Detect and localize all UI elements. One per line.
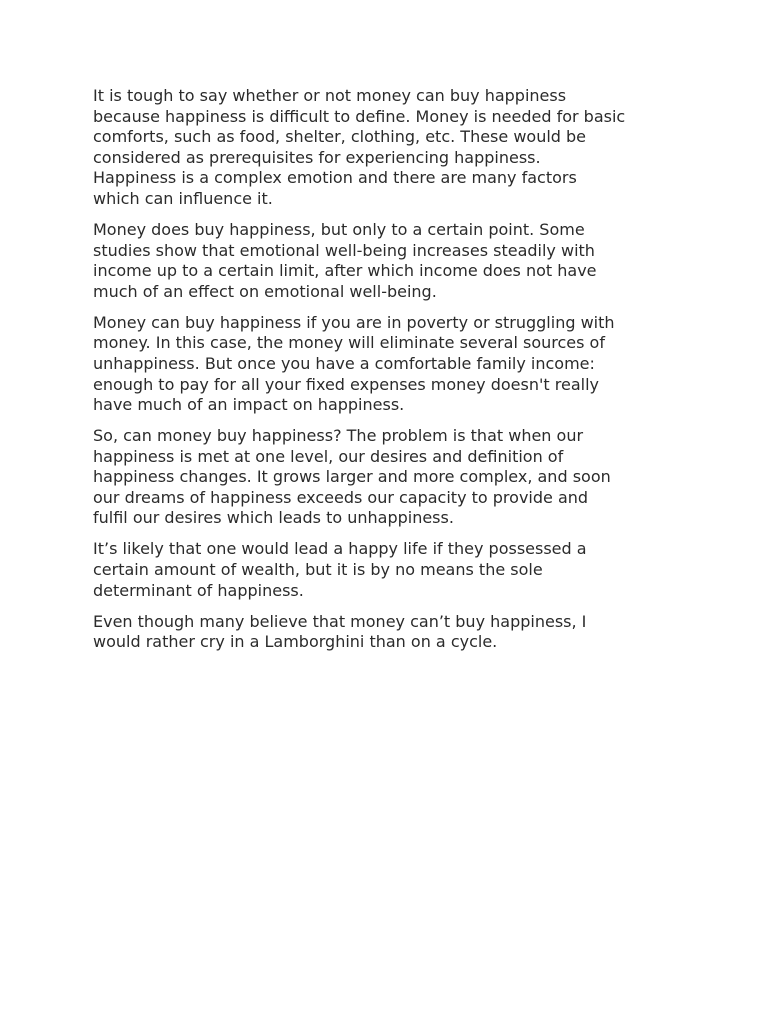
paragraph-2: Money does buy happiness, but only to a certain point. Some studies show that emotional well-being increases steadily with income up to a certain limit, after which income does not have much of an effect on emotional well-being. (93, 219, 597, 301)
paragraph-6: Even though many believe that money can’t buy happiness, I would rather cry in a Lamborghini than on a cycle. (93, 611, 587, 652)
paragraph-1: It is tough to say whether or not money can buy happiness because happiness is difficult to define. Money is needed for basic comforts, such as food, shelter, clothing, etc. These would be considered as prerequisites for experiencing happiness. Happiness is a complex emotion and there are many factors which can influence it. (93, 86, 626, 208)
document-body (93, 86, 683, 663)
paragraph-5: It’s likely that one would lead a happy life if they possessed a certain amount of wealth, but it is by no means the sole determinant of happiness. (93, 539, 587, 600)
paragraph-4: So, can money buy happiness? The problem is that when our happiness is met at one level, our desires and definition of happiness changes. It grows larger and more complex, and soon our dreams of happiness exceeds our capacity to provide and fulfil our desires which leads to unhappiness. (93, 426, 611, 528)
paragraph-3: Money can buy happiness if you are in poverty or struggling with money. In this case, the money will eliminate several sources of unhappiness. But once you have a comfortable family income: enough to pay for all your fixed expenses money doesn't really have much of an impact on happiness. (93, 312, 615, 415)
